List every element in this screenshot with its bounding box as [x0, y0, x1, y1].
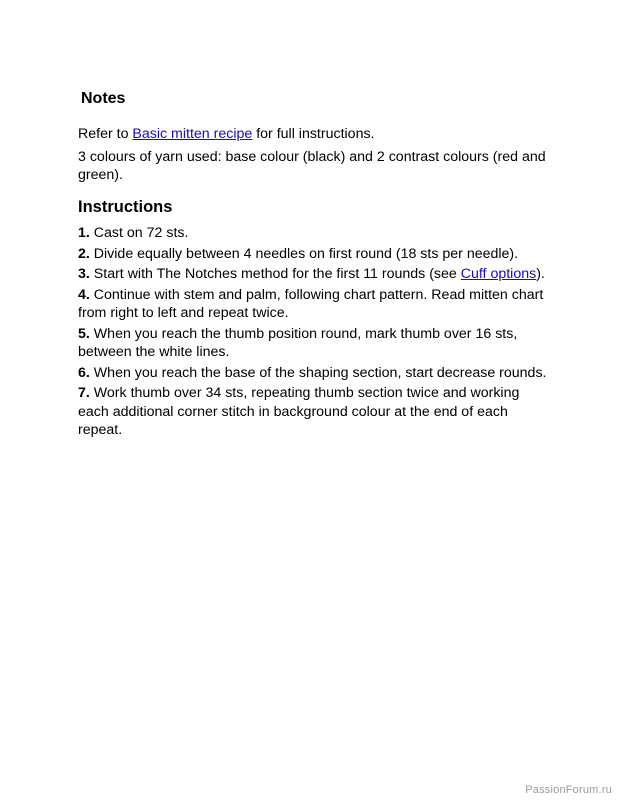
- step-text: When you reach the thumb position round, mark thumb over 16 sts, between the white lines.: [78, 325, 518, 360]
- step-number: 4.: [78, 286, 90, 303]
- instruction-step-3: [78, 265, 548, 284]
- instruction-step-5: [78, 325, 548, 362]
- notes-section: [78, 125, 548, 189]
- site-watermark: PassionForum.ru: [525, 784, 612, 796]
- step-number: 7.: [78, 385, 90, 401]
- basic-mitten-recipe-link[interactable]: Basic mitten recipe: [132, 126, 253, 142]
- instruction-step-7: [78, 384, 548, 440]
- notes-reference-prefix: Refer to: [78, 126, 133, 142]
- notes-reference-line: [78, 125, 548, 144]
- step-number: 6.: [78, 364, 90, 381]
- step-number: 2.: [78, 245, 90, 262]
- instruction-step-6: [78, 364, 548, 383]
- step-number: 5.: [78, 325, 90, 342]
- instruction-step-4: [78, 286, 548, 323]
- notes-heading: Notes: [81, 90, 126, 107]
- step-text-before: Start with The Notches method for the first 11 rounds (see: [89, 266, 461, 282]
- step-text: Continue with stem and palm, following chart pattern. Read mitten chart from right to left and repeat twice.: [78, 286, 544, 321]
- notes-reference-suffix: for full instructions.: [252, 126, 375, 142]
- instructions-list: [78, 224, 548, 442]
- step-text-after: ).: [536, 266, 545, 282]
- instruction-step-1: [78, 224, 548, 243]
- step-text: Divide equally between 4 needles on first round (18 sts per needle).: [89, 245, 519, 262]
- step-text: When you reach the base of the shaping section, start decrease rounds.: [89, 364, 547, 381]
- step-text: Work thumb over 34 sts, repeating thumb section twice and working each additional corner stitch in background colour at the end of each repeat.: [78, 385, 520, 438]
- instruction-step-2: [78, 245, 548, 264]
- step-text: Cast on 72 sts.: [89, 225, 189, 241]
- step-number: 1.: [78, 225, 90, 241]
- cuff-options-link[interactable]: Cuff options: [460, 266, 537, 282]
- instructions-heading: Instructions: [78, 198, 173, 216]
- notes-yarn-colours: 3 colours of yarn used: base colour (black) and 2 contrast colours (red and green).: [78, 148, 546, 183]
- step-number: 3.: [78, 266, 90, 282]
